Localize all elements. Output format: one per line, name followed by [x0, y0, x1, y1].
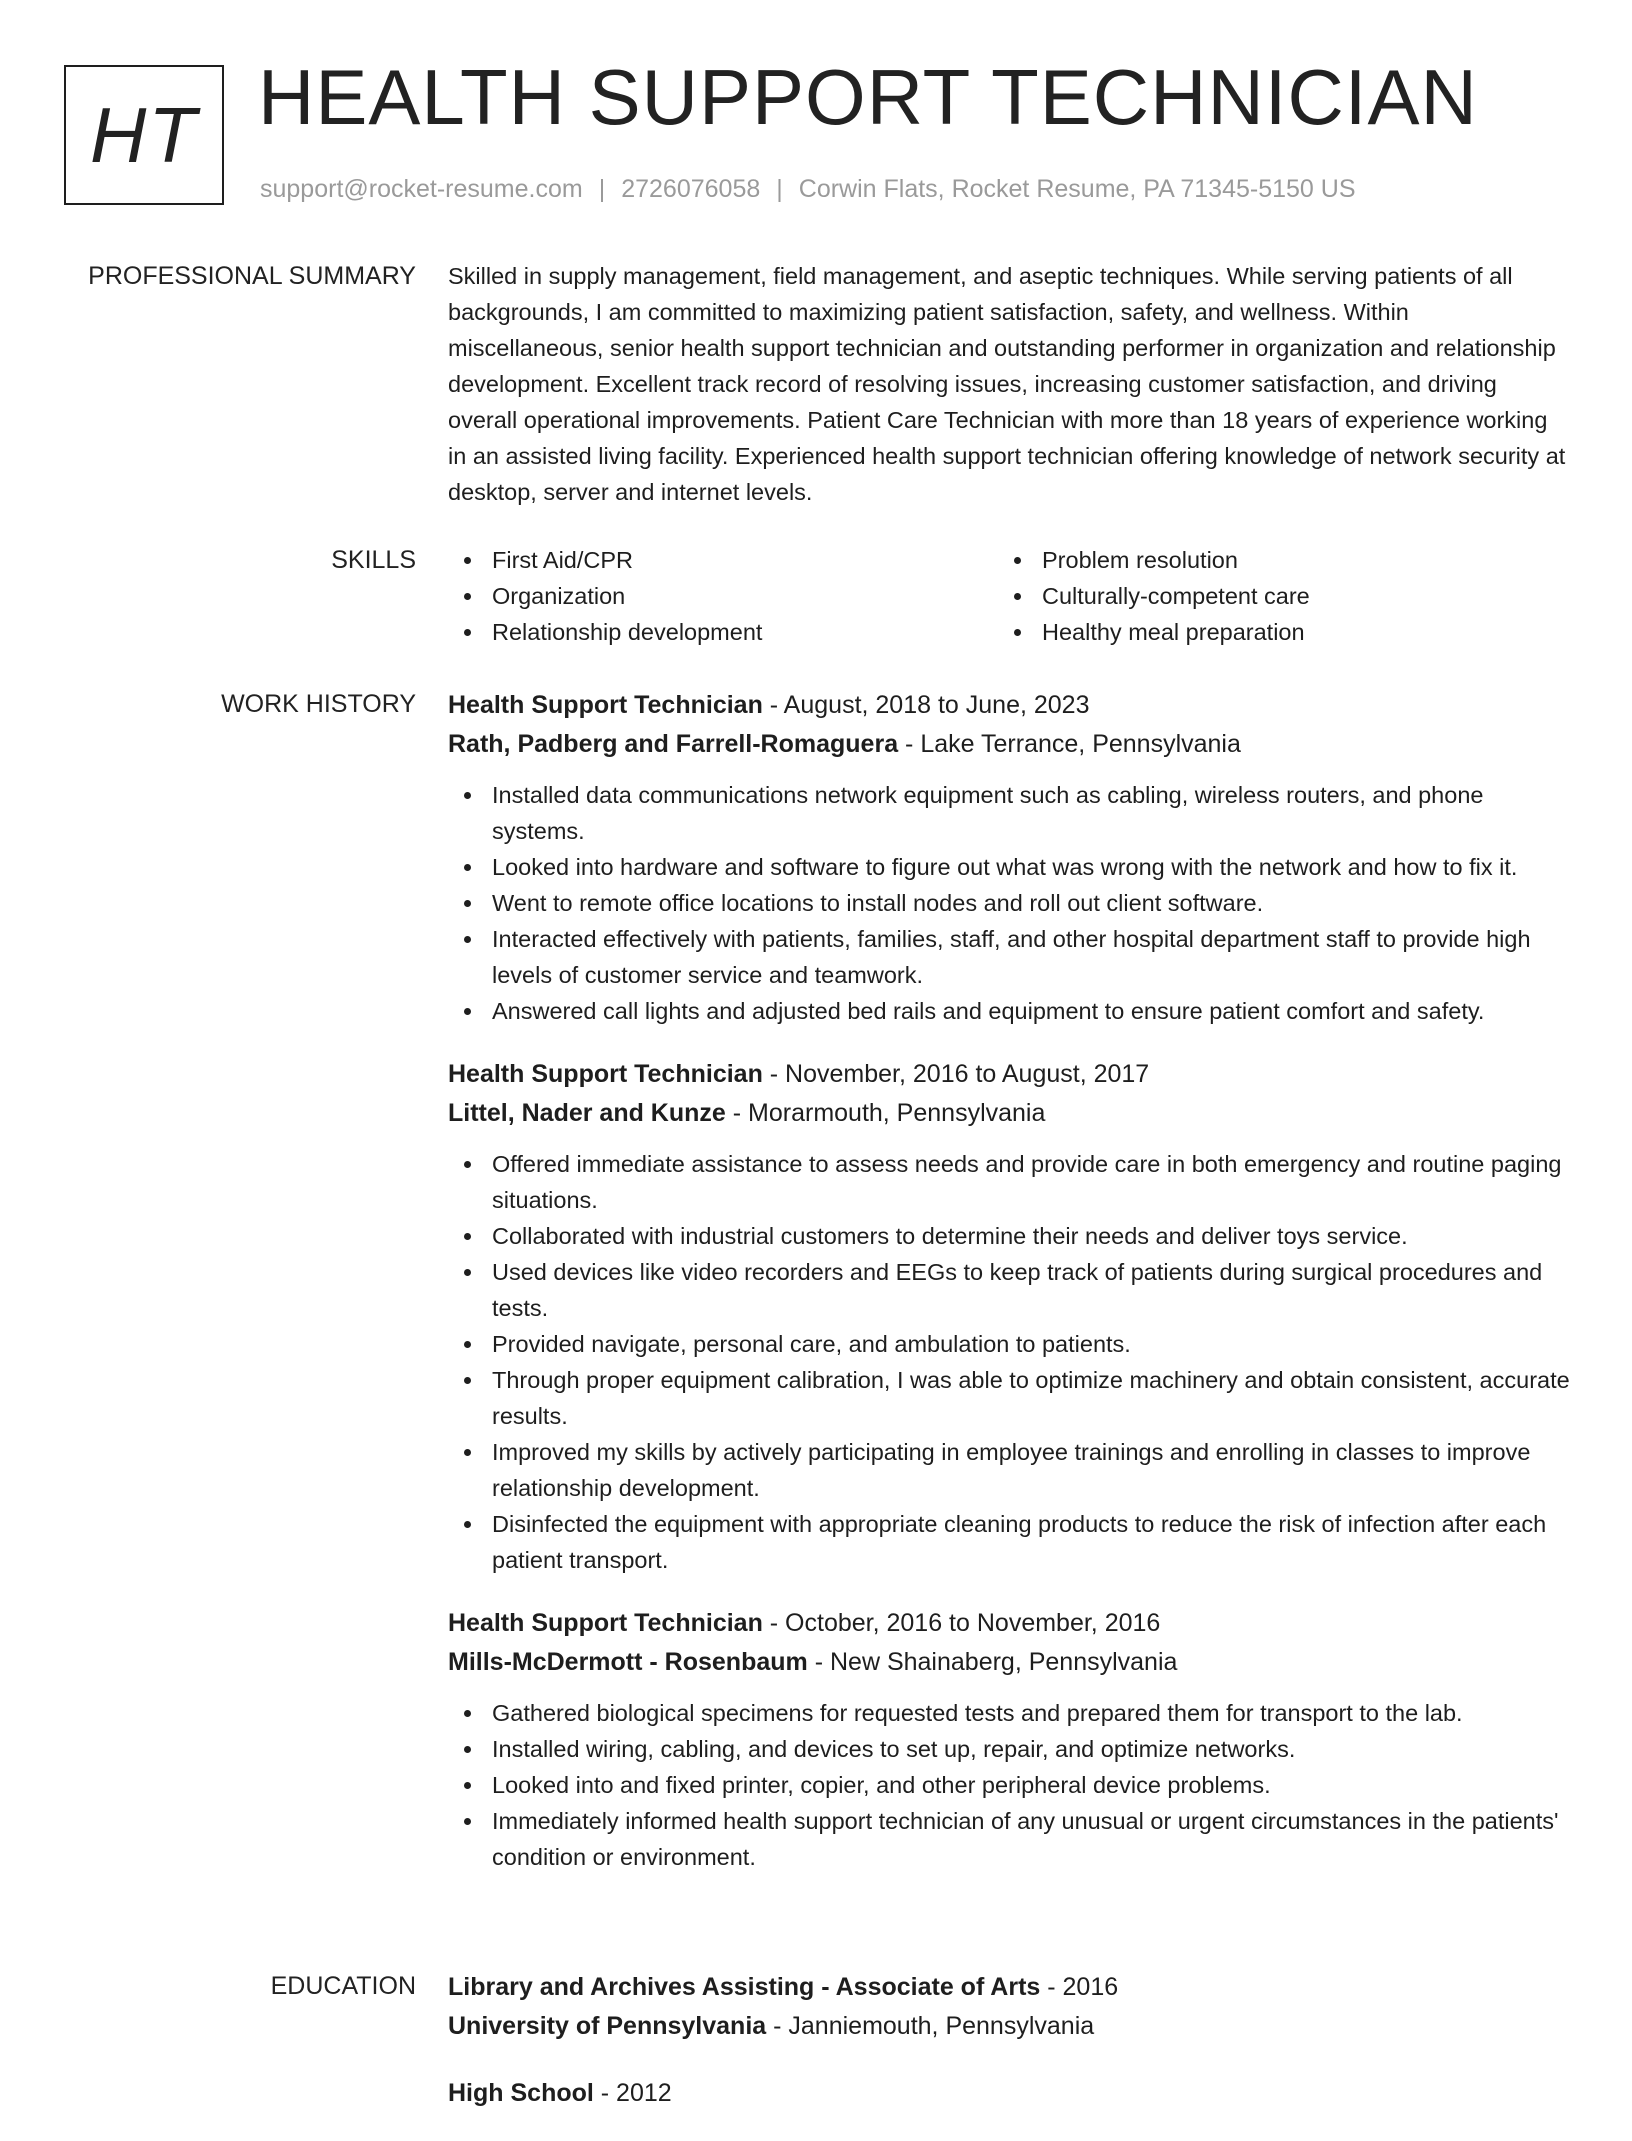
section-heading: WORK HISTORY [221, 690, 416, 718]
job-duty: Looked into and fixed printer, copier, and other peripheral device problems. [448, 1767, 1570, 1803]
job-company-line [448, 1094, 1570, 1133]
education-year: - 2012 [593, 2079, 672, 2107]
job-entry [448, 686, 1570, 1029]
summary-text: Skilled in supply management, field management, and aseptic techniques. While serving patients of all backgrounds, I am committed to maximizing patient satisfaction, safety, and wellness. Within miscellaneous, senior health support technician and outstanding performer in organization and relationship development. Excellent track record of resolving issues, increasing customer satisfaction, and driving overall operational improvements. Patient Care Technician with more than 18 years of experience working in an assisted living facility. Experienced health support technician offering knowledge of network security at desktop, server and internet levels. [448, 263, 1566, 505]
skills-body [448, 542, 1570, 650]
job-title-line [448, 1055, 1570, 1094]
job-company: Rath, Padberg and Farrell-Romaguera [448, 730, 899, 758]
skill-item: First Aid/CPR [448, 542, 998, 578]
monogram-initials: HT [90, 90, 198, 179]
education-body [448, 1968, 1570, 2141]
job-duty: Collaborated with industrial customers to determine their needs and deliver toys service. [448, 1218, 1570, 1254]
job-dates: - October, 2016 to November, 2016 [762, 1609, 1161, 1637]
job-duty: Through proper equipment calibration, I was able to optimize machinery and obtain consistent, accurate results. [448, 1362, 1570, 1434]
monogram-logo [64, 65, 224, 205]
job-location: - Morarmouth, Pennsylvania [725, 1099, 1046, 1127]
job-duty: Went to remote office locations to install nodes and roll out client software. [448, 885, 1570, 921]
contact-address: Corwin Flats, Rocket Resume, PA 71345-5150 US [798, 175, 1356, 203]
job-location: - New Shainaberg, Pennsylvania [807, 1648, 1178, 1676]
job-duty: Installed wiring, cabling, and devices to set up, repair, and optimize networks. [448, 1731, 1570, 1767]
job-entry [448, 1604, 1570, 1875]
job-duty: Offered immediate assistance to assess needs and provide care in both emergency and routine paging situations. [448, 1146, 1570, 1218]
education-entry [448, 2074, 1570, 2113]
education-school: University of Pennsylvania [448, 2012, 767, 2040]
job-duty: Improved my skills by actively participating in employee trainings and enrolling in classes to improve relationship development. [448, 1434, 1570, 1506]
job-company-line [448, 725, 1570, 764]
job-title-line [448, 1604, 1570, 1643]
education-year: - 2016 [1040, 1973, 1119, 2001]
job-duties [448, 777, 1570, 1029]
education-degree: Library and Archives Assisting - Associate of Arts [448, 1973, 1041, 2001]
job-dates: - August, 2018 to June, 2023 [762, 691, 1090, 719]
education-degree-line [448, 2074, 1570, 2113]
education-degree-line [448, 1968, 1570, 2007]
job-duty: Disinfected the equipment with appropriate cleaning products to reduce the risk of infection after each patient transport. [448, 1506, 1570, 1578]
contact-separator: | [598, 175, 606, 203]
education-location: - Janniemouth, Pennsylvania [766, 2012, 1095, 2040]
contact-line [260, 175, 1356, 204]
job-title-line [448, 686, 1570, 725]
skill-item: Culturally-competent care [998, 578, 1548, 614]
education-entry [448, 1968, 1570, 2046]
job-duty: Interacted effectively with patients, families, staff, and other hospital department staff to provide high levels of customer service and teamwork. [448, 921, 1570, 993]
contact-email[interactable]: support@rocket-resume.com [260, 175, 583, 203]
section-heading: SKILLS [331, 546, 416, 574]
skill-item: Problem resolution [998, 542, 1548, 578]
summary-body [448, 258, 1570, 510]
work-history-body [448, 686, 1570, 1901]
education-school-line [448, 2007, 1570, 2046]
education-degree: High School [448, 2079, 594, 2107]
job-duty: Gathered biological specimens for requested tests and prepared them for transport to the lab. [448, 1695, 1570, 1731]
job-location: - Lake Terrance, Pennsylvania [898, 730, 1241, 758]
resume-title: HEALTH SUPPORT TECHNICIAN [258, 53, 1478, 141]
job-dates: - November, 2016 to August, 2017 [762, 1060, 1150, 1088]
job-duty: Provided navigate, personal care, and ambulation to patients. [448, 1326, 1570, 1362]
skills-list-left [448, 542, 998, 650]
job-duty: Immediately informed health support technician of any unusual or urgent circumstances in the patients' condition or environment. [448, 1803, 1570, 1875]
section-heading: PROFESSIONAL SUMMARY [88, 262, 416, 290]
job-company: Mills-McDermott - Rosenbaum [448, 1648, 808, 1676]
job-duties [448, 1146, 1570, 1578]
contact-separator: | [776, 175, 783, 203]
section-heading: EDUCATION [270, 1972, 416, 2000]
skill-item: Healthy meal preparation [998, 614, 1548, 650]
skill-item: Relationship development [448, 614, 998, 650]
job-duty: Looked into hardware and software to figure out what was wrong with the network and how to fix it. [448, 849, 1570, 885]
job-company: Littel, Nader and Kunze [448, 1099, 726, 1127]
skill-item: Organization [448, 578, 998, 614]
contact-phone[interactable]: 2726076058 [621, 175, 761, 203]
job-company-line [448, 1643, 1570, 1682]
job-duties [448, 1695, 1570, 1875]
job-entry [448, 1055, 1570, 1578]
skills-list-right [998, 542, 1548, 650]
job-title: Health Support Technician [448, 1060, 763, 1088]
job-title: Health Support Technician [448, 691, 763, 719]
job-title: Health Support Technician [448, 1609, 763, 1637]
job-duty: Answered call lights and adjusted bed rails and equipment to ensure patient comfort and safety. [448, 993, 1570, 1029]
job-duty: Installed data communications network equipment such as cabling, wireless routers, and phone systems. [448, 777, 1570, 849]
job-duty: Used devices like video recorders and EEGs to keep track of patients during surgical procedures and tests. [448, 1254, 1570, 1326]
